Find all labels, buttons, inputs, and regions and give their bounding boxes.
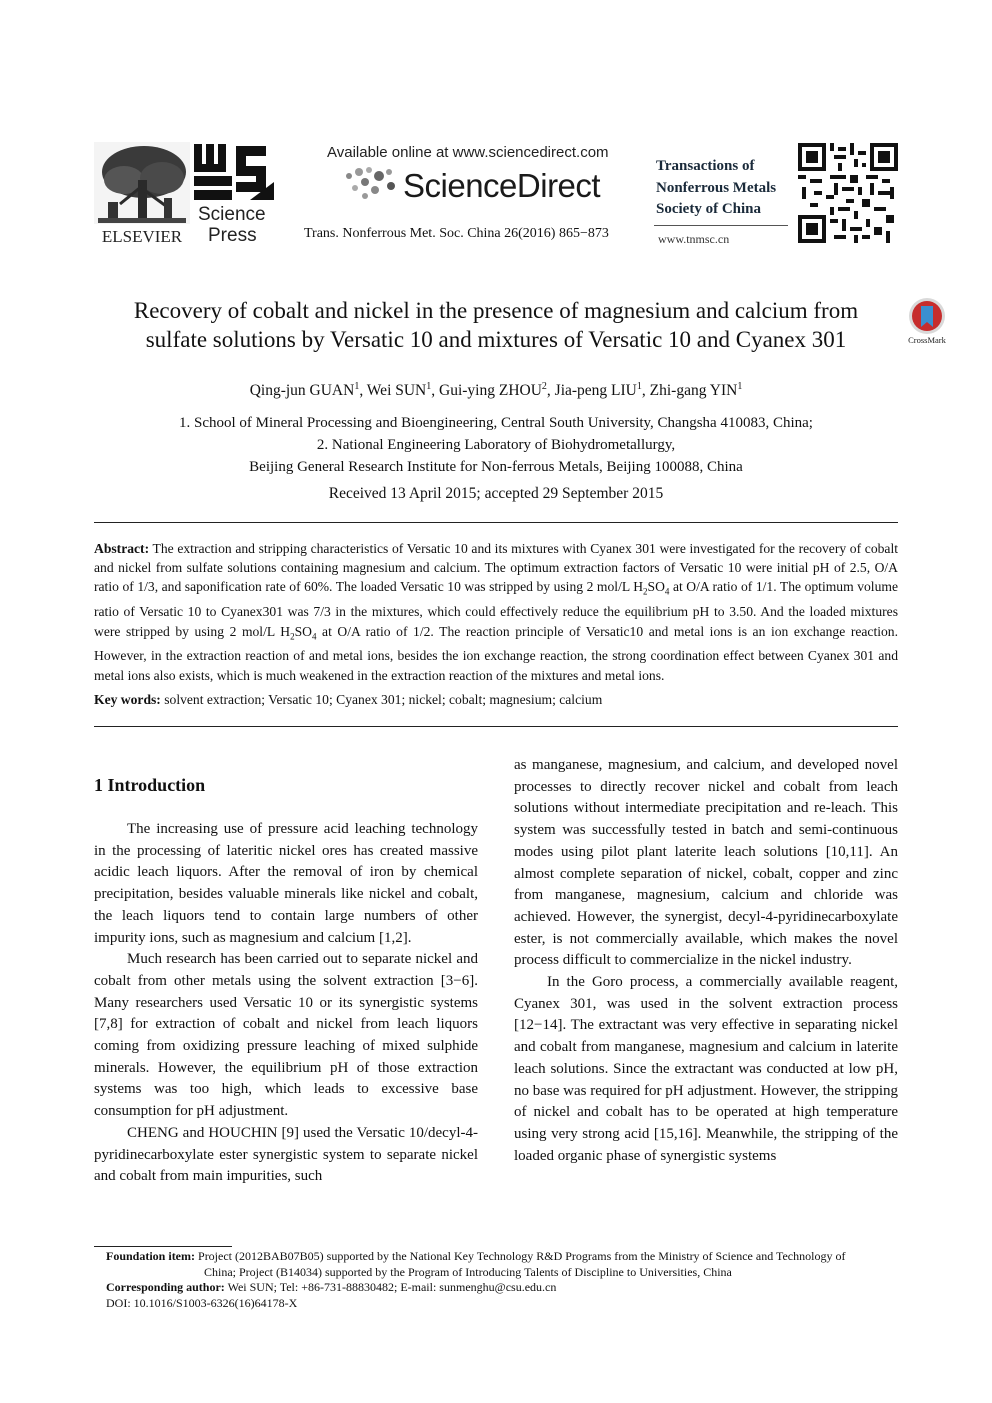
journal-title-line-3: Society of China xyxy=(656,201,761,217)
sciencedirect-logo xyxy=(325,142,615,212)
paragraph: The increasing use of pressure acid leaching technology in the processing of lateritic nickel ores has created massive acidic leach liquors. After the removal of iron by chemical precipitation, besides valuable minerals like nickel and cobalt, the leach liquors tend to contain large numbers of other impurity ions, such as magnesium and calcium [1,2]. xyxy=(94,821,478,946)
author: Jia-peng LIU$^1$ xyxy=(554,381,642,400)
affiliation-1: 1. School of Mineral Processing and Bioengineering, Central South University, Changsha 410083, China; xyxy=(179,415,813,431)
elsevier-logo xyxy=(94,142,190,246)
doi[interactable]: DOI: 10.1016/S1003-6326(16)64178-X xyxy=(106,1295,298,1310)
paragraph: as manganese, magnesium, and calcium, and developed novel processes to directly recover nickel and cobalt from leach solutions without intermediate precipitation and re-leach. This system was successfully tested in batch and semi-continuous modes using pilot plant laterite leach solutions [10,11]. An almost complete separation of nickel, cobalt, copper and zinc from manganese, magnesium, calcium and chloride was achieved. However, the synergist, decyl-4-pyridinecarboxylate ester, is not commercially available, which makes the novel process difficult to commercialize in the nickel industry. xyxy=(514,757,898,969)
journal-masthead xyxy=(654,142,899,247)
foundation-item-cont: China; Project (B14034) supported by the Program of Introducing Talents of Discipline to Universities, China xyxy=(204,1264,732,1279)
foundation-item: Foundation item: Project (2012BAB07B05) supported by the National Key Technology R&D Programs from the Ministry of Science and Technology of xyxy=(106,1249,846,1263)
crossmark-label: CrossMark xyxy=(908,335,946,345)
affiliations xyxy=(0,412,992,478)
journal-title-line-2: Nonferrous Metals xyxy=(656,179,777,196)
body-column-right xyxy=(514,755,898,1167)
article-title-line-1: Recovery of cobalt and nickel in the presence of magnesium and calcium from xyxy=(133,298,859,323)
abstract-top-rule xyxy=(94,522,898,523)
author: Qing-jun GUAN$^1$ xyxy=(249,381,360,400)
keywords xyxy=(94,692,898,708)
abstract-label: Abstract: xyxy=(94,541,150,556)
author-list: Qing-jun GUAN$^1$, Wei SUN$^1$, Gui-ying ZHOU$^2$, Jia-peng LIU$^1$, Zhi-gang YIN$^1$ xyxy=(249,381,743,400)
crossmark-icon xyxy=(904,297,950,345)
author: Gui-ying ZHOU$^2$ xyxy=(439,381,547,400)
journal-url[interactable]: www.tnmsc.cn xyxy=(658,232,730,246)
available-online-text: Available online at www.sciencedirect.com xyxy=(327,144,609,161)
affiliation-2a: 2. National Engineering Laboratory of Biohydrometallurgy, xyxy=(316,437,676,453)
abstract-bottom-rule xyxy=(94,726,898,727)
affiliation-2b: Beijing General Research Institute for Non-ferrous Metals, Beijing 100088, China xyxy=(249,459,743,475)
crossmark-badge[interactable] xyxy=(904,297,950,345)
author: Zhi-gang YIN$^1$ xyxy=(649,381,743,400)
body-column-left xyxy=(94,819,478,1188)
journal-title-line-1: Transactions of xyxy=(656,158,755,174)
article-title-line-2: sulfate solutions by Versatic 10 and mixtures of Versatic 10 and Cyanex 301 xyxy=(145,327,847,352)
masthead-divider xyxy=(654,225,788,226)
science-press-label-1: Science xyxy=(198,204,266,225)
section-heading: 1 Introduction xyxy=(94,775,206,795)
elsevier-tree-icon xyxy=(94,142,190,246)
paragraph: In the Goro process, a commercially available reagent, Cyanex 301, was used in the solvent extraction process [12−14]. The extractant was very effective in separating nickel and cobalt from manganese, magnesium and calcium in laterite leach solutions. Since the extractant was conducted at low pH, no base was required for pH adjustment. However, the stripping of nickel and cobalt has to be operated at high temperature using very strong acid [15,16]. Meanwhile, the stripping of the loaded organic phase of synergistic systems xyxy=(514,974,898,1164)
corresponding-author: Corresponding author: Wei SUN; Tel: +86-731-88830482; E-mail: sunmenghu@csu.edu.cn xyxy=(106,1280,557,1294)
keywords-text: solvent extraction; Versatic 10; Cyanex 301; nickel; cobalt; magnesium; calcium xyxy=(164,692,603,707)
received-dates: Received 13 April 2015; accepted 29 September 2015 xyxy=(328,485,664,502)
keywords-label: Key words: xyxy=(94,692,161,707)
abstract: Abstract: The extraction and stripping characteristics of Versatic 10 and its mixtures with Cyanex 301 were investigated for the recovery of cobalt and nickel from sulfate solutions containing magnesium and calcium. The optimum extraction factors of Versatic 10 were initial pH of 2.5, O/A ratio of 1/3, and saponification rate of 60%. The loaded Versatic 10 was stripped by using 2 mol/L $H_2SO_4$ at O/A ratio of 1/1. The optimum volume ratio of Versatic 10 to Cyanex301 was 7/3 in the mixtures, which could effectively reduce the equilibrium pH to 3.50. And the loaded mixtures were stripped by using 2 mol/L $H_2SO_4$ at O/A ratio of 1/2. The reaction principle of Versatic10 and metal ions is an ion exchange reaction. However, in the extraction reaction of and metal ions, besides the ion exchange reaction, the strong coordination effect between Cyanex 301 and metal ions also exists, which is much weakened in the extraction reaction of the mixtures and metal ions. xyxy=(94,541,899,683)
author: Wei SUN$^1$ xyxy=(366,381,432,400)
qr-code-icon xyxy=(797,143,899,243)
journal-reference: Trans. Nonferrous Met. Soc. China 26(2016) 865−873 xyxy=(304,226,609,241)
footnote-rule xyxy=(94,1246,232,1247)
paragraph: CHENG and HOUCHIN [9] used the Versatic 10/decyl-4-pyridinecarboxylate ester synergistic system to separate nickel and cobalt from main impurities, such xyxy=(94,1124,478,1185)
elsevier-label: ELSEVIER xyxy=(101,227,183,246)
paragraph: Much research has been carried out to separate nickel and cobalt from other metals using the solvent extraction [3−6]. Many researchers used Versatic 10 or its synergistic systems [7,8] for extraction of cobalt and nickel from leach liquors coming from oxidizing pressure leaching of mixed sulphide minerals. However, the equilibrium pH of those extraction systems was too high, which leads to excessive base consumption for pH adjustment. xyxy=(94,951,478,1120)
article-title xyxy=(88,296,904,354)
footnotes xyxy=(106,1249,898,1311)
science-press-logo xyxy=(190,142,278,246)
sciencedirect-dots-icon xyxy=(343,166,403,202)
science-press-label-2: Press xyxy=(208,225,257,246)
sciencedirect-label: ScienceDirect xyxy=(403,167,601,204)
journal-title xyxy=(656,156,776,221)
